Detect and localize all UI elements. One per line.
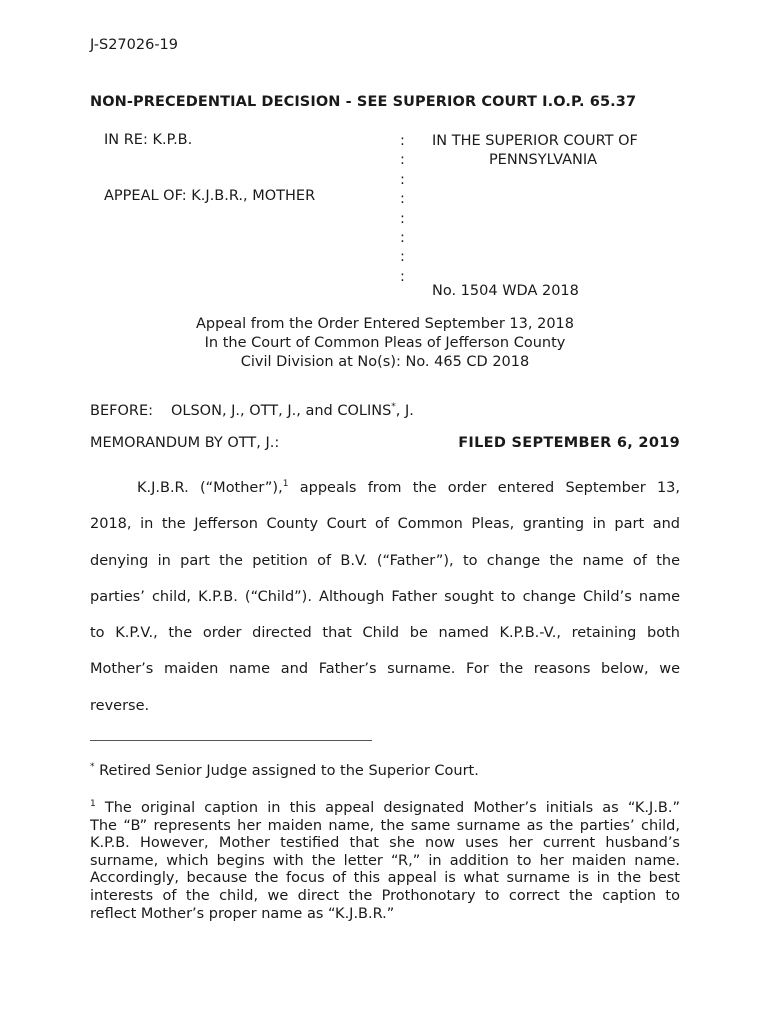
- judges-list-end: , J.: [395, 403, 414, 419]
- footnote-1-line2: The “B” represents her maiden name, the same surname as the parties’ child,: [90, 817, 680, 834]
- caption-colon: :: [400, 191, 405, 208]
- footnote-1-line4: surname, which begins with the letter “R,” in addition to her maiden name.: [90, 852, 680, 869]
- footnote-divider: [90, 740, 372, 741]
- footnote-ref-1[interactable]: 1: [282, 479, 289, 490]
- court-name: [432, 132, 654, 171]
- appeal-from-line3: Civil Division at No(s): No. 465 CD 2018: [240, 354, 530, 370]
- caption-in-re: IN RE: K.P.B.: [104, 132, 193, 148]
- footnote-1: [90, 800, 680, 923]
- footnote-1-mark: 1: [90, 799, 96, 810]
- appeal-from-line2: In the Court of Common Pleas of Jefferson County: [204, 335, 566, 351]
- caption-colon: :: [400, 229, 405, 246]
- filed-date: FILED SEPTEMBER 6, 2019: [458, 435, 680, 451]
- caption-appeal-of: APPEAL OF: K.J.B.R., MOTHER: [104, 188, 316, 204]
- judges-list: OLSON, J., OTT, J., and COLINS: [170, 403, 392, 419]
- document-id: J-S27026-19: [90, 37, 179, 53]
- body-line-3: denying in part the petition of B.V. (“Father”), to change the name of the: [90, 552, 680, 569]
- caption-colon: :: [400, 171, 405, 188]
- footnote-star-text: Retired Senior Judge assigned to the Superior Court.: [94, 763, 479, 779]
- footnote-1-line6: interests of the child, we direct the Prothonotary to correct the caption to: [90, 887, 680, 904]
- caption-colon: :: [400, 133, 405, 149]
- appeal-from-line1: Appeal from the Order Entered September 13, 2018: [195, 316, 574, 332]
- memorandum-author: MEMORANDUM BY OTT, J.:: [90, 435, 280, 451]
- footnote-1-line3: K.P.B. However, Mother testified that she now uses her current husband’s: [90, 835, 680, 852]
- opinion-body: [90, 470, 680, 724]
- court-name-line1: IN THE SUPERIOR COURT OF: [432, 133, 638, 149]
- caption-colon: :: [400, 210, 405, 227]
- body-line-1-start: K.J.B.R. (“Mother”),: [137, 480, 283, 496]
- footnote-star-mark: *: [90, 762, 95, 773]
- judge-footnote-mark: *: [391, 402, 396, 413]
- caption-colon: :: [400, 152, 405, 169]
- body-line-5: to K.P.V., the order directed that Child be named K.P.B.-V., retaining both: [90, 625, 680, 642]
- before-label: BEFORE:: [90, 403, 153, 419]
- caption-colon: :: [400, 249, 405, 266]
- before-panel: [90, 403, 414, 419]
- body-line-1-end: appeals from the order entered September 13,: [288, 480, 680, 496]
- footnote-1-line5: Accordingly, because the focus of this appeal is what surname is in the best: [90, 870, 680, 887]
- footnote-star: [90, 763, 479, 779]
- caption-colon-column: [400, 132, 410, 287]
- appeal-from-block: [90, 315, 680, 372]
- docket-number: No. 1504 WDA 2018: [432, 283, 579, 299]
- footnote-1-line1-text: The original caption in this appeal designated Mother’s initials as “K.J.B.”: [95, 800, 680, 816]
- body-line-7: reverse.: [90, 697, 150, 714]
- body-line-2: 2018, in the Jefferson County Court of Common Pleas, granting in part and: [90, 516, 680, 533]
- caption-colon: :: [400, 268, 405, 285]
- footnote-1-line7: reflect Mother’s proper name as “K.J.B.R.”: [90, 905, 395, 922]
- non-precedential-header: NON-PRECEDENTIAL DECISION - SEE SUPERIOR COURT I.O.P. 65.37: [90, 94, 637, 110]
- body-line-6: Mother’s maiden name and Father’s surname. For the reasons below, we: [90, 661, 680, 678]
- body-line-4: parties’ child, K.P.B. (“Child”). Although Father sought to change Child’s name: [90, 588, 680, 605]
- court-name-line2: PENNSYLVANIA: [488, 152, 598, 169]
- footnote-1-line1: [90, 800, 680, 818]
- body-line-1: [90, 470, 680, 506]
